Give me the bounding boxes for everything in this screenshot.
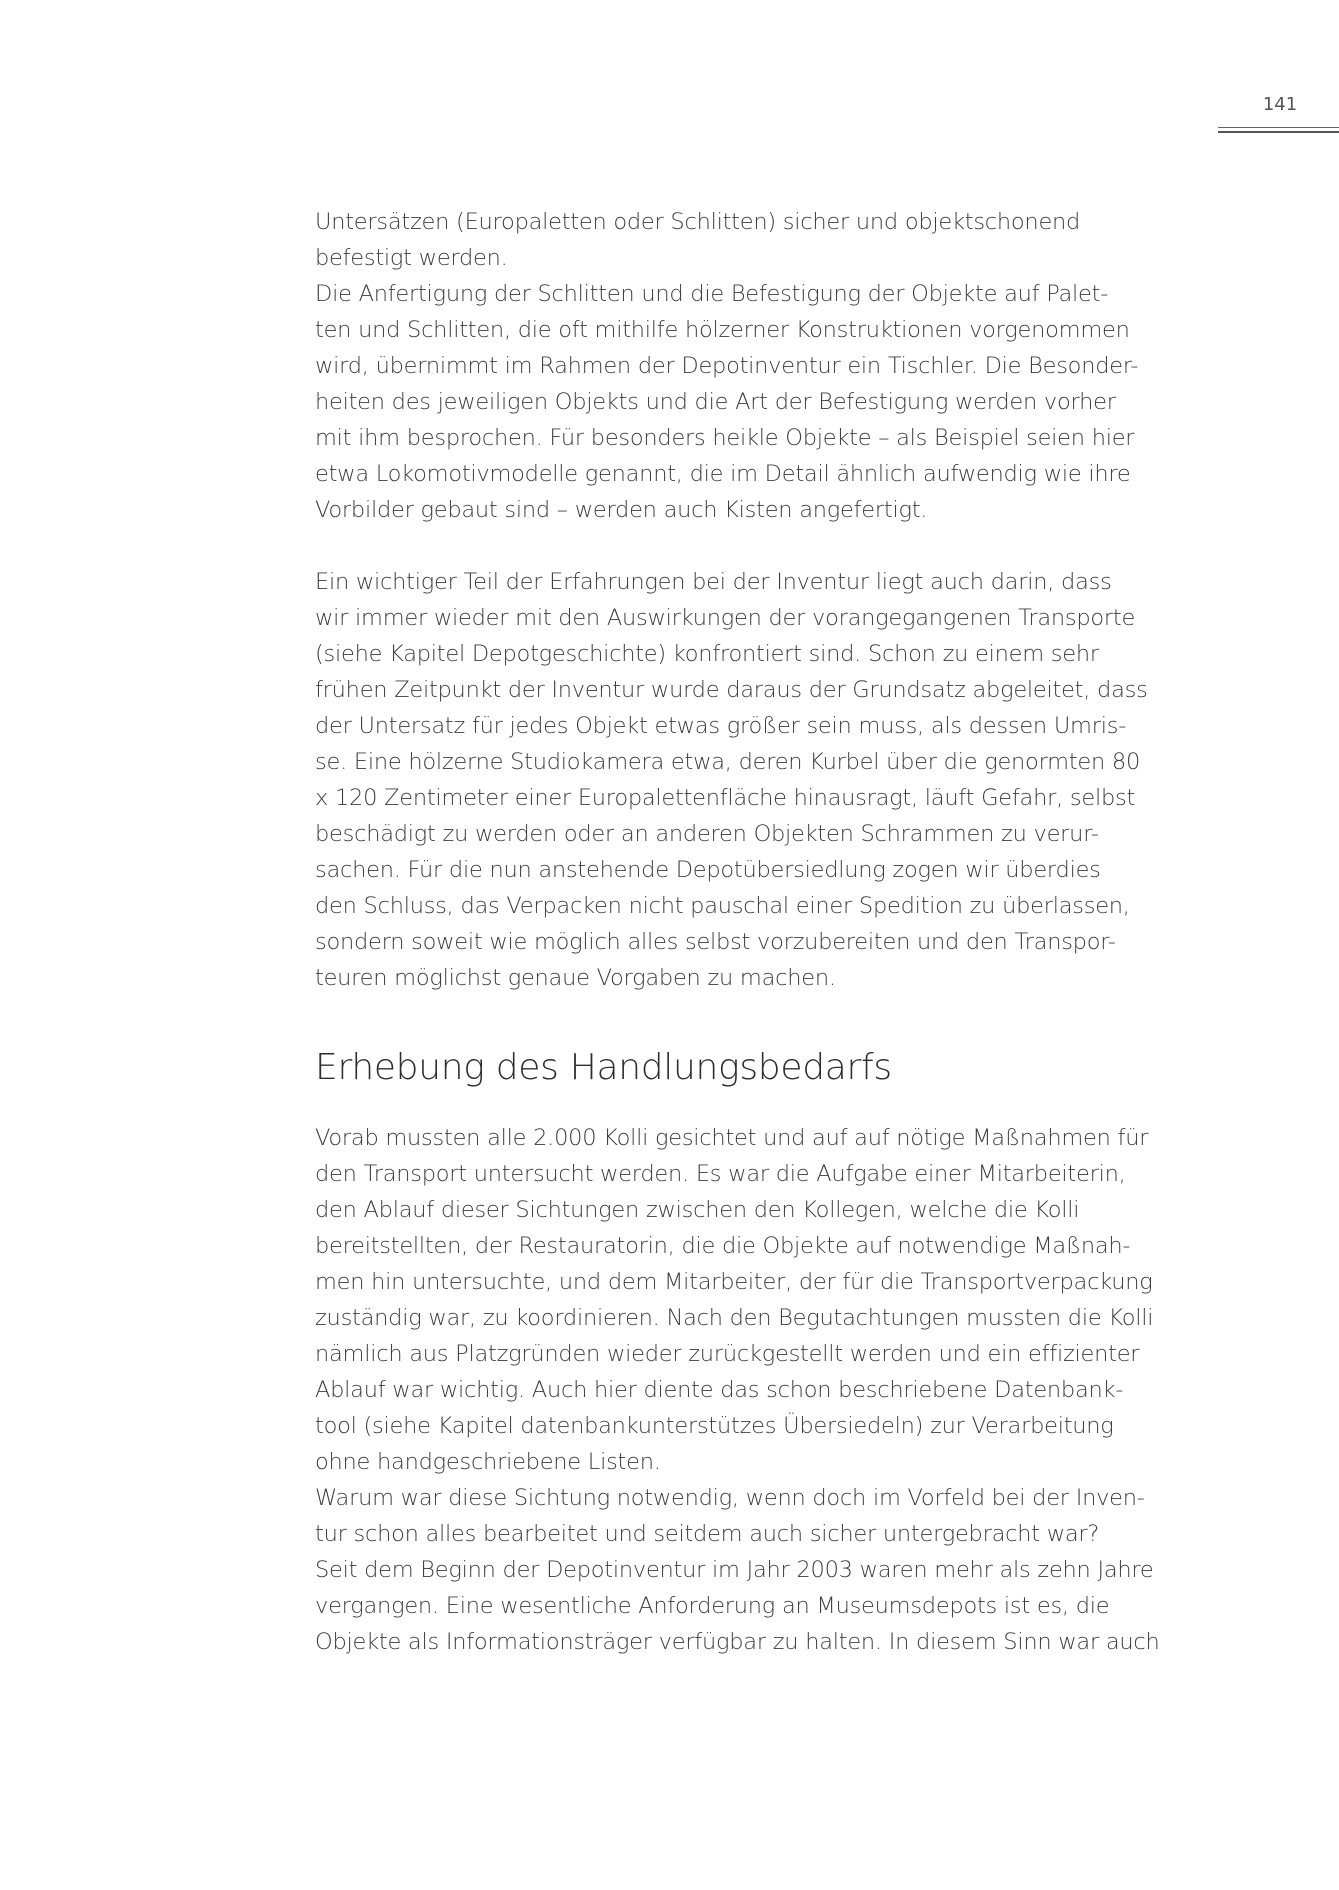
- text-line: Seit dem Beginn der Depotinventur im Jahr 2003 waren mehr als zehn Jahre: [315, 1557, 1154, 1583]
- intro-paragraph-3: [315, 564, 1215, 996]
- text-line: sondern soweit wie möglich alles selbst vorzubereiten und den Transpor-: [315, 929, 1116, 955]
- header-rule-thin: [1218, 127, 1339, 128]
- text-line: frühen Zeitpunkt der Inventur wurde daraus der Grundsatz abgeleitet, dass: [315, 677, 1148, 703]
- text-line: tur schon alles bearbeitet und seitdem auch sicher untergebracht war?: [315, 1521, 1100, 1547]
- header-rule-thick: [1218, 131, 1339, 133]
- section-paragraph-1: [315, 1120, 1215, 1480]
- text-line: den Ablauf dieser Sichtungen zwischen den Kollegen, welche die Kolli: [315, 1197, 1080, 1223]
- text-line: Vorab mussten alle 2.000 Kolli gesichtet und auf auf nötige Maßnahmen für: [315, 1125, 1149, 1151]
- text-line: men hin untersuchte, und dem Mitarbeiter, der für die Transportverpackung: [315, 1269, 1153, 1295]
- text-line: wird, übernimmt im Rahmen der Depotinventur ein Tischler. Die Besonder-: [315, 353, 1139, 379]
- text-line: vergangen. Eine wesentliche Anforderung an Museumsdepots ist es, die: [315, 1593, 1110, 1619]
- text-line: Vorbilder gebaut sind – werden auch Kisten angefertigt.: [315, 497, 928, 523]
- text-line: ten und Schlitten, die oft mithilfe hölzerner Konstruktionen vorgenommen: [315, 317, 1130, 343]
- text-line: der Untersatz für jedes Objekt etwas größer sein muss, als dessen Umris-: [315, 713, 1127, 739]
- text-line: beschädigt zu werden oder an anderen Objekten Schrammen zu verur-: [315, 821, 1099, 847]
- text-line: tool (siehe Kapitel datenbankunterstützes Übersiedeln) zur Verarbeitung: [315, 1413, 1114, 1439]
- text-line: (siehe Kapitel Depotgeschichte) konfrontiert sind. Schon zu einem sehr: [315, 641, 1099, 667]
- text-line: mit ihm besprochen. Für besonders heikle Objekte – als Beispiel seien hier: [315, 425, 1135, 451]
- text-line: wir immer wieder mit den Auswirkungen der vorangegangenen Transporte: [315, 605, 1136, 631]
- section-heading: Erhebung des Handlungsbedarfs: [315, 1047, 892, 1088]
- text-line: Warum war diese Sichtung notwendig, wenn doch im Vorfeld bei der Inven-: [315, 1485, 1145, 1511]
- text-line: Die Anfertigung der Schlitten und die Befestigung der Objekte auf Palet-: [315, 281, 1109, 307]
- text-line: Ablauf war wichtig. Auch hier diente das schon beschriebene Datenbank-: [315, 1377, 1124, 1403]
- text-line: x 120 Zentimeter einer Europalettenfläche hinausragt, läuft Gefahr, selbst: [315, 785, 1136, 811]
- text-line: den Transport untersucht werden. Es war die Aufgabe einer Mitarbeiterin,: [315, 1161, 1126, 1187]
- intro-paragraph-2: [315, 276, 1215, 528]
- text-line: ohne handgeschriebene Listen.: [315, 1449, 661, 1475]
- section-paragraph-3: [315, 1552, 1215, 1660]
- text-line: teuren möglichst genaue Vorgaben zu machen.: [315, 965, 836, 991]
- text-line: Ein wichtiger Teil der Erfahrungen bei der Inventur liegt auch darin, dass: [315, 569, 1112, 595]
- page-number: 141: [1262, 94, 1298, 115]
- text-line: bereitstellten, der Restauratorin, die die Objekte auf notwendige Maßnah-: [315, 1233, 1131, 1259]
- text-line: se. Eine hölzerne Studiokamera etwa, deren Kurbel über die genormten 80: [315, 749, 1141, 775]
- text-line: heiten des jeweiligen Objekts und die Art der Befestigung werden vorher: [315, 389, 1116, 415]
- text-line: nämlich aus Platzgründen wieder zurückgestellt werden und ein effizienter: [315, 1341, 1140, 1367]
- text-line: etwa Lokomotivmodelle genannt, die im Detail ähnlich aufwendig wie ihre: [315, 461, 1131, 487]
- section-paragraph-2: [315, 1480, 1215, 1552]
- text-line: den Schluss, das Verpacken nicht pauschal einer Spedition zu überlassen,: [315, 893, 1130, 919]
- text-line: Objekte als Informationsträger verfügbar zu halten. In diesem Sinn war auch: [315, 1629, 1160, 1655]
- text-line: Untersätzen (Europaletten oder Schlitten) sicher und objektschonend: [315, 209, 1081, 235]
- text-line: sachen. Für die nun anstehende Depotübersiedlung zogen wir überdies: [315, 857, 1101, 883]
- text-line: zuständig war, zu koordinieren. Nach den Begutachtungen mussten die Kolli: [315, 1305, 1154, 1331]
- body-text: [315, 204, 1215, 1660]
- intro-paragraph-1: [315, 204, 1215, 276]
- text-line: befestigt werden.: [315, 245, 508, 271]
